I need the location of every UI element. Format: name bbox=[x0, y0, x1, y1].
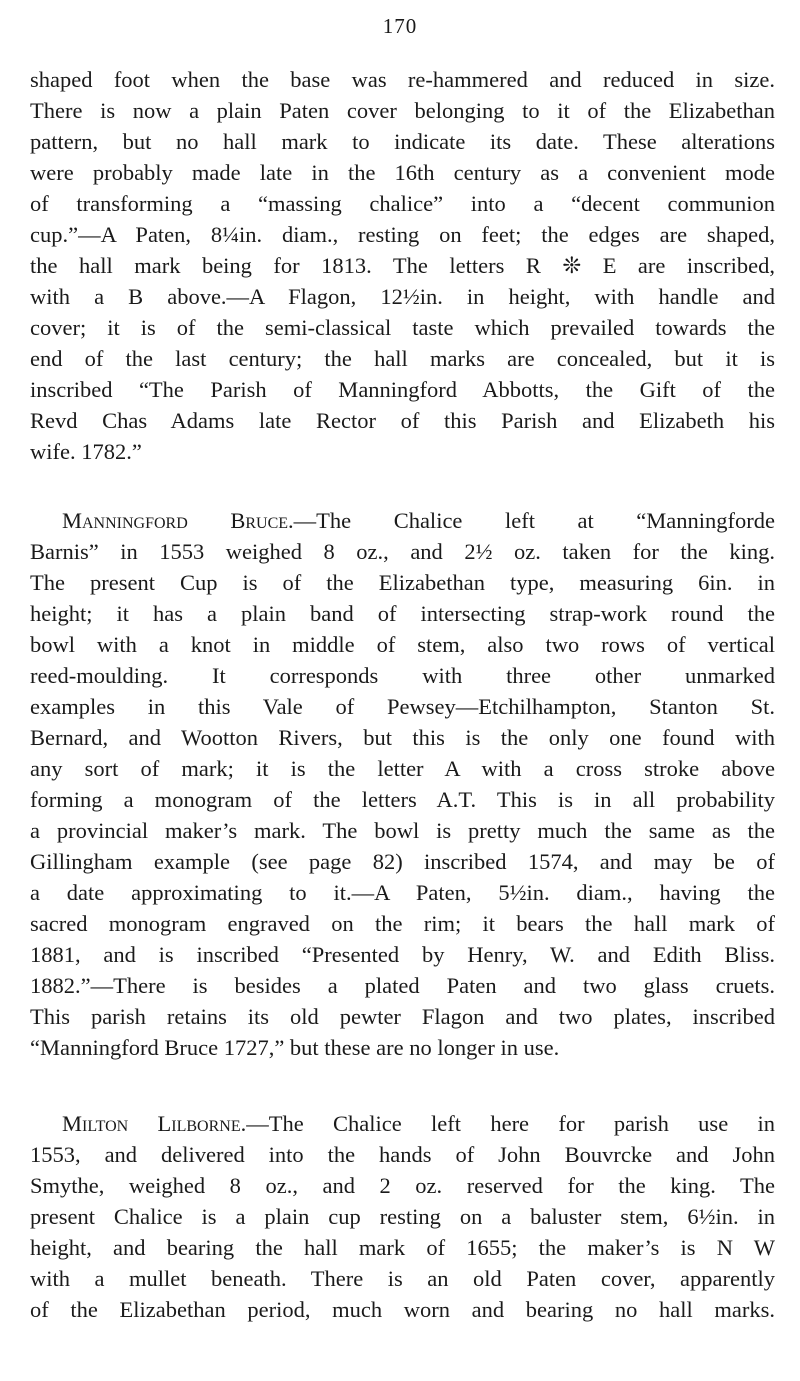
text-line: the hall mark being for 1813. The letters R ❊ E are inscribed, bbox=[30, 253, 775, 278]
text-line: 1881, and is inscribed “Presented by Henry, W. and Edith Bliss. bbox=[30, 942, 775, 967]
page-number: 170 bbox=[382, 14, 418, 38]
text-line: with a mullet beneath. There is an old Paten cover, apparently bbox=[30, 1266, 775, 1291]
text-line: of transforming a “massing chalice” into a “decent communion bbox=[30, 191, 775, 216]
text-line: This parish retains its old pewter Flagon and two plates, inscribed bbox=[30, 1004, 775, 1029]
text-line: 1553, and delivered into the hands of John Bouvrcke and John bbox=[30, 1142, 775, 1167]
text-line: 1882.”—There is besides a plated Paten and two glass cruets. bbox=[30, 973, 775, 998]
text-run: —The Chalice left at “Manningforde bbox=[293, 508, 776, 533]
text-line: Barnis” in 1553 weighed 8 oz., and 2½ oz. taken for the king. bbox=[30, 539, 775, 564]
text-line: The present Cup is of the Elizabethan type, measuring 6in. in bbox=[30, 570, 775, 595]
text-line: reed-moulding. It corresponds with three other unmarked bbox=[30, 663, 775, 688]
text-line: “Manningford Bruce 1727,” but these are no longer in use. bbox=[30, 1035, 560, 1060]
text-line: sacred monogram engraved on the rim; it bears the hall mark of bbox=[30, 911, 775, 936]
section-heading-manningford-bruce: Manningford Bruce. bbox=[62, 508, 294, 533]
text-line: any sort of mark; it is the letter A with a cross stroke above bbox=[30, 756, 775, 781]
text-line: of the Elizabethan period, much worn and bearing no hall marks. bbox=[30, 1297, 775, 1322]
text-line: with a B above.—A Flagon, 12½in. in height, with handle and bbox=[30, 284, 775, 309]
text-line: Gillingham example (see page 82) inscribed 1574, and may be of bbox=[30, 849, 775, 874]
text-line: height; it has a plain band of intersecting strap-work round the bbox=[30, 601, 775, 626]
text-line: forming a monogram of the letters A.T. This is in all probability bbox=[30, 787, 775, 812]
section-heading-milton-lilborne: Milton Lilborne. bbox=[62, 1111, 247, 1136]
text-line: a date approximating to it.—A Paten, 5½in. diam., having the bbox=[30, 880, 775, 905]
text-line: bowl with a knot in middle of stem, also two rows of vertical bbox=[30, 632, 775, 657]
text-line: Bernard, and Wootton Rivers, but this is the only one found with bbox=[30, 725, 775, 750]
text-line: wife. 1782.” bbox=[30, 439, 142, 464]
text-line: Revd Chas Adams late Rector of this Parish and Elizabeth his bbox=[30, 408, 775, 433]
text-line: a provincial maker’s mark. The bowl is pretty much the same as the bbox=[30, 818, 775, 843]
text-line: cup.”—A Paten, 8¼in. diam., resting on feet; the edges are shaped, bbox=[30, 222, 775, 247]
text-line: There is now a plain Paten cover belonging to it of the Elizabethan bbox=[30, 98, 775, 123]
text-line: examples in this Vale of Pewsey—Etchilhampton, Stanton St. bbox=[30, 694, 775, 719]
text-run: —The Chalice left here for parish use in bbox=[246, 1111, 775, 1136]
text-line: shaped foot when the base was re-hammered and reduced in size. bbox=[30, 67, 775, 92]
text-line: height, and bearing the hall mark of 1655; the maker’s is N W bbox=[30, 1235, 775, 1260]
text-line: end of the last century; the hall marks are concealed, but it is bbox=[30, 346, 775, 371]
paragraph-first-line bbox=[62, 505, 775, 536]
text-line: present Chalice is a plain cup resting on a baluster stem, 6½in. in bbox=[30, 1204, 775, 1229]
text-line: pattern, but no hall mark to indicate its date. These alterations bbox=[30, 129, 775, 154]
text-line: Smythe, weighed 8 oz., and 2 oz. reserved for the king. The bbox=[30, 1173, 775, 1198]
text-line: inscribed “The Parish of Manningford Abbotts, the Gift of the bbox=[30, 377, 775, 402]
paragraph-first-line bbox=[62, 1108, 775, 1139]
text-line: cover; it is of the semi-classical taste which prevailed towards the bbox=[30, 315, 775, 340]
text-line: were probably made late in the 16th century as a convenient mode bbox=[30, 160, 775, 185]
